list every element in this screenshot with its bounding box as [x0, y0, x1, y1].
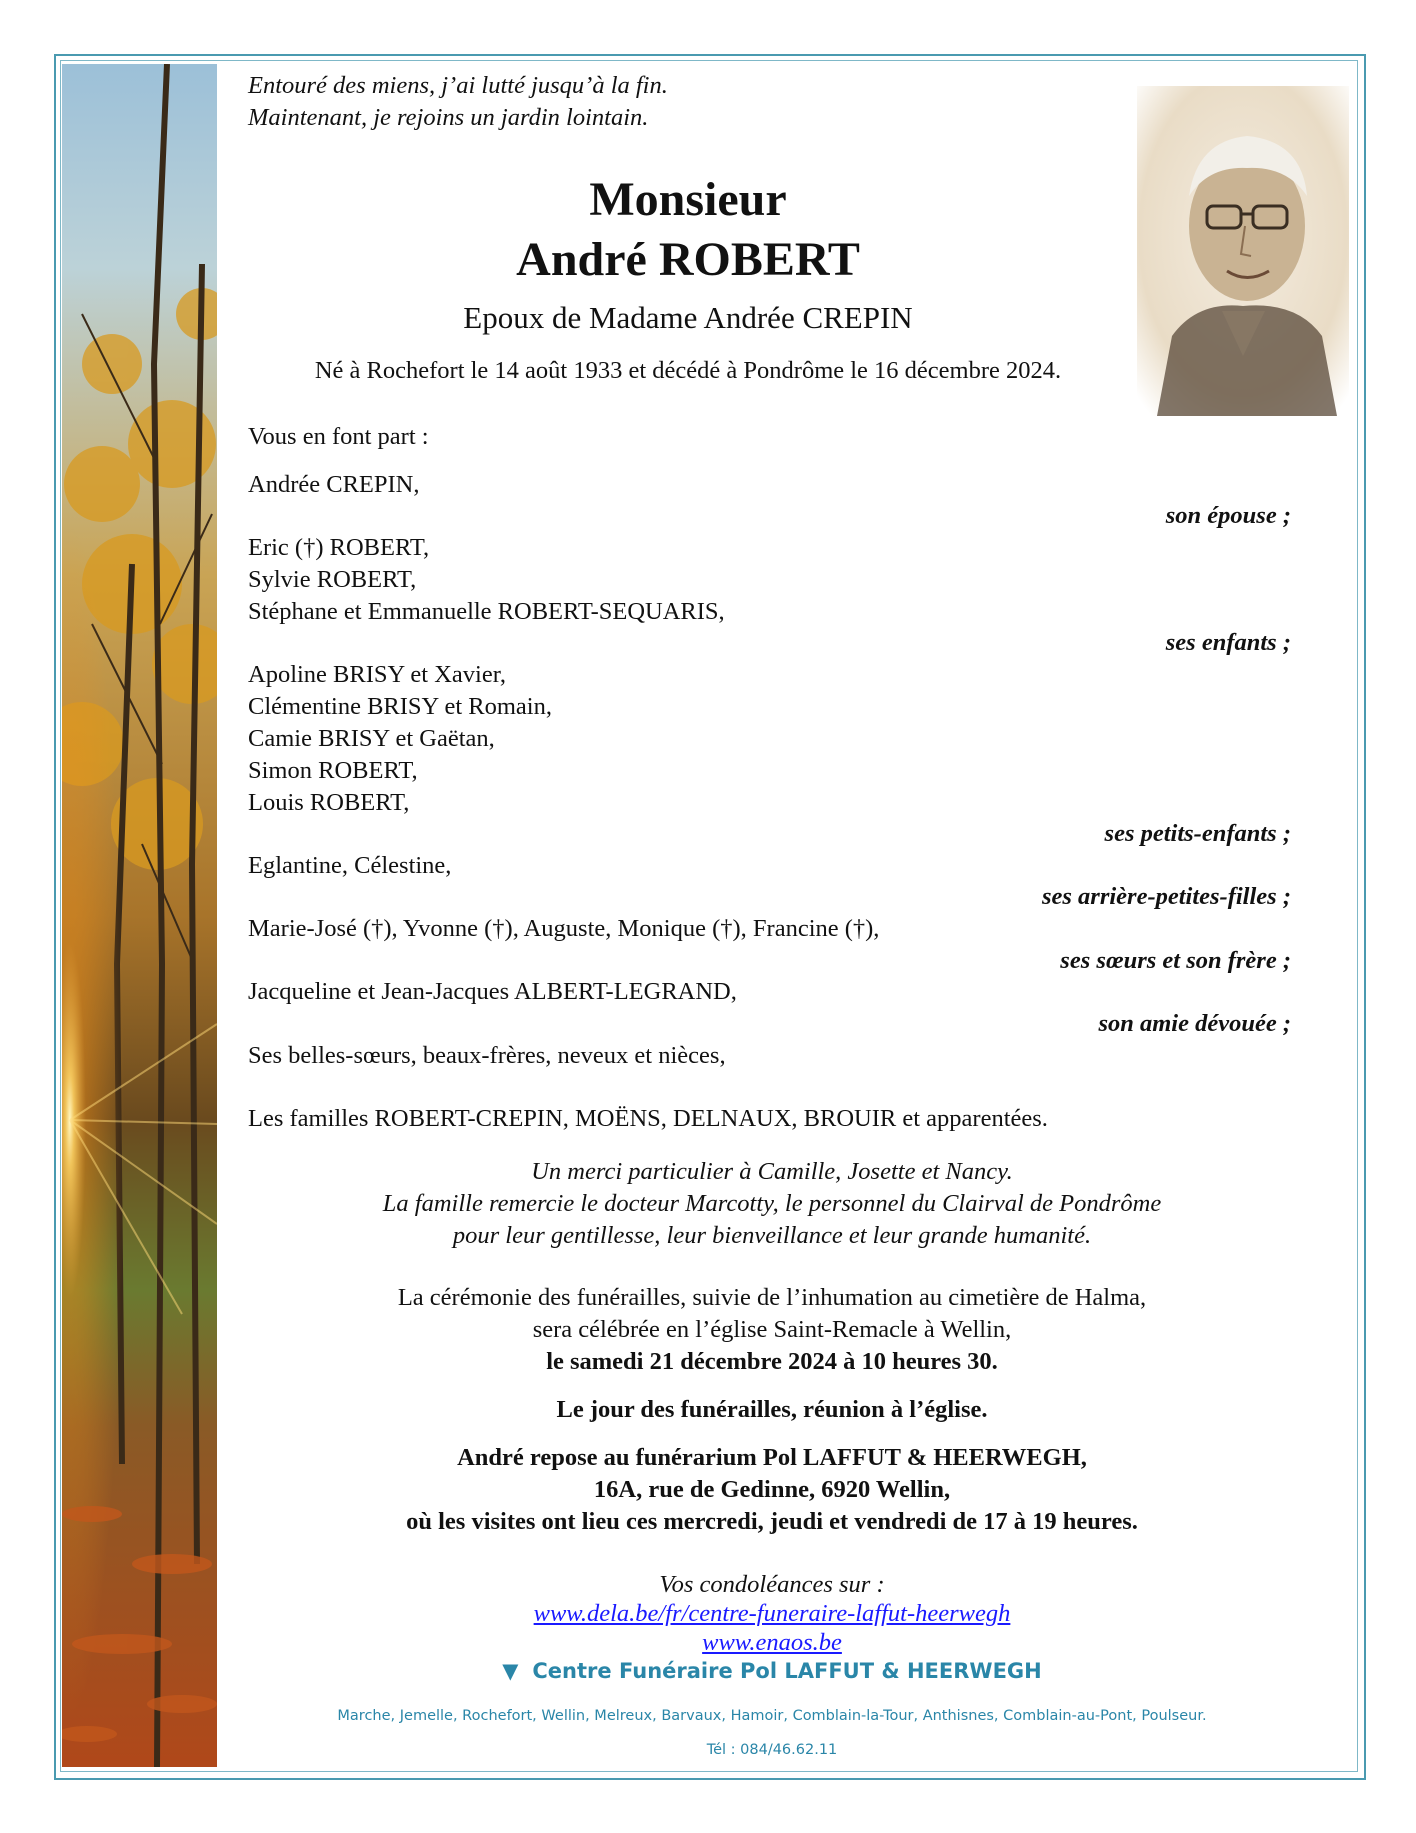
condolences-link-dela[interactable]: www.dela.be/fr/centre-funeraire-laffut-heerwegh — [533, 1600, 1011, 1627]
portrait-photo — [1137, 86, 1349, 416]
intro-text: Vous en font part : — [248, 423, 429, 450]
family-role: ses arrière-petites-filles ; — [1041, 883, 1291, 910]
ceremony-line-2: sera célébrée en l’église Saint-Remacle à Wellin, — [532, 1316, 1012, 1343]
quote-line-2: Maintenant, je rejoins un jardin lointain. — [248, 104, 649, 131]
family-role: son amie dévouée ; — [1098, 1010, 1291, 1037]
company-name-row — [248, 1655, 1296, 1687]
funerarium-address: 16A, rue de Gedinne, 6920 Wellin, — [593, 1476, 951, 1503]
birth-death-dates: Né à Rochefort le 14 août 1933 et décédé à Pondrôme le 16 décembre 2024. — [314, 357, 1062, 384]
family-name: Andrée CREPIN, — [248, 471, 420, 498]
family-name: Clémentine BRISY et Romain, — [248, 693, 552, 720]
autumn-forest-image — [62, 64, 217, 1767]
thanks-line-1: Un merci particulier à Camille, Josette et Nancy. — [531, 1158, 1013, 1185]
family-role: ses enfants ; — [1165, 629, 1291, 656]
ceremony-date: le samedi 21 décembre 2024 à 10 heures 30. — [546, 1348, 998, 1375]
honorific: Monsieur — [589, 173, 787, 226]
company-phone: Tél : 084/46.62.11 — [706, 1742, 838, 1758]
deceased-name: André ROBERT — [516, 233, 860, 286]
condolences-label: Vos condoléances sur : — [659, 1571, 885, 1598]
thanks-line-2: La famille remercie le docteur Marcotty, le personnel du Clairval de Pondrôme — [382, 1190, 1162, 1217]
family-role: ses petits-enfants ; — [1104, 820, 1291, 847]
family-name: Jacqueline et Jean-Jacques ALBERT-LEGRAND, — [248, 978, 737, 1005]
family-name: Sylvie ROBERT, — [248, 566, 417, 593]
family-role: son épouse ; — [1165, 502, 1291, 529]
related-families: Les familles ROBERT-CREPIN, MOËNS, DELNAUX, BROUIR et apparentées. — [248, 1105, 1048, 1132]
meeting-note: Le jour des funérailles, réunion à l’église. — [556, 1396, 988, 1423]
ceremony-line-1: La cérémonie des funérailles, suivie de l’inhumation au cimetière de Halma, — [397, 1284, 1147, 1311]
family-name: Eric (†) ROBERT, — [248, 534, 430, 561]
thanks-line-3: pour leur gentillesse, leur bienveillance et leur grande humanité. — [452, 1222, 1092, 1249]
company-locations: Marche, Jemelle, Rochefort, Wellin, Melreux, Barvaux, Hamoir, Comblain-la-Tour, Anthisnes, Comblain-au-Pont, Poulseur. — [337, 1708, 1207, 1724]
family-name: Camie BRISY et Gaëtan, — [248, 725, 495, 752]
spouse-line: Epoux de Madame Andrée CREPIN — [463, 300, 913, 335]
funerarium-line-1: André repose au funérarium Pol LAFFUT & HEERWEGH, — [457, 1444, 1087, 1471]
quote-line-1: Entouré des miens, j’ai lutté jusqu’à la fin. — [248, 72, 668, 99]
family-role: ses sœurs et son frère ; — [1060, 947, 1291, 974]
family-name: Louis ROBERT, — [248, 789, 410, 816]
extended-family: Ses belles-sœurs, beaux-frères, neveux et nièces, — [248, 1042, 726, 1069]
family-name: Marie-José (†), Yvonne (†), Auguste, Monique (†), Francine (†), — [248, 915, 880, 942]
visiting-hours: où les visites ont lieu ces mercredi, jeudi et vendredi de 17 à 19 heures. — [406, 1508, 1138, 1535]
family-name: Simon ROBERT, — [248, 757, 418, 784]
family-name: Stéphane et Emmanuelle ROBERT-SEQUARIS, — [248, 598, 725, 625]
family-name: Apoline BRISY et Xavier, — [248, 661, 507, 688]
company-name: Centre Funéraire Pol LAFFUT & HEERWEGH — [532, 1659, 1042, 1683]
family-name: Eglantine, Célestine, — [248, 852, 452, 879]
condolences-link-enaos[interactable]: www.enaos.be — [702, 1629, 842, 1656]
triangle-down-icon: ▼ — [502, 1659, 519, 1683]
